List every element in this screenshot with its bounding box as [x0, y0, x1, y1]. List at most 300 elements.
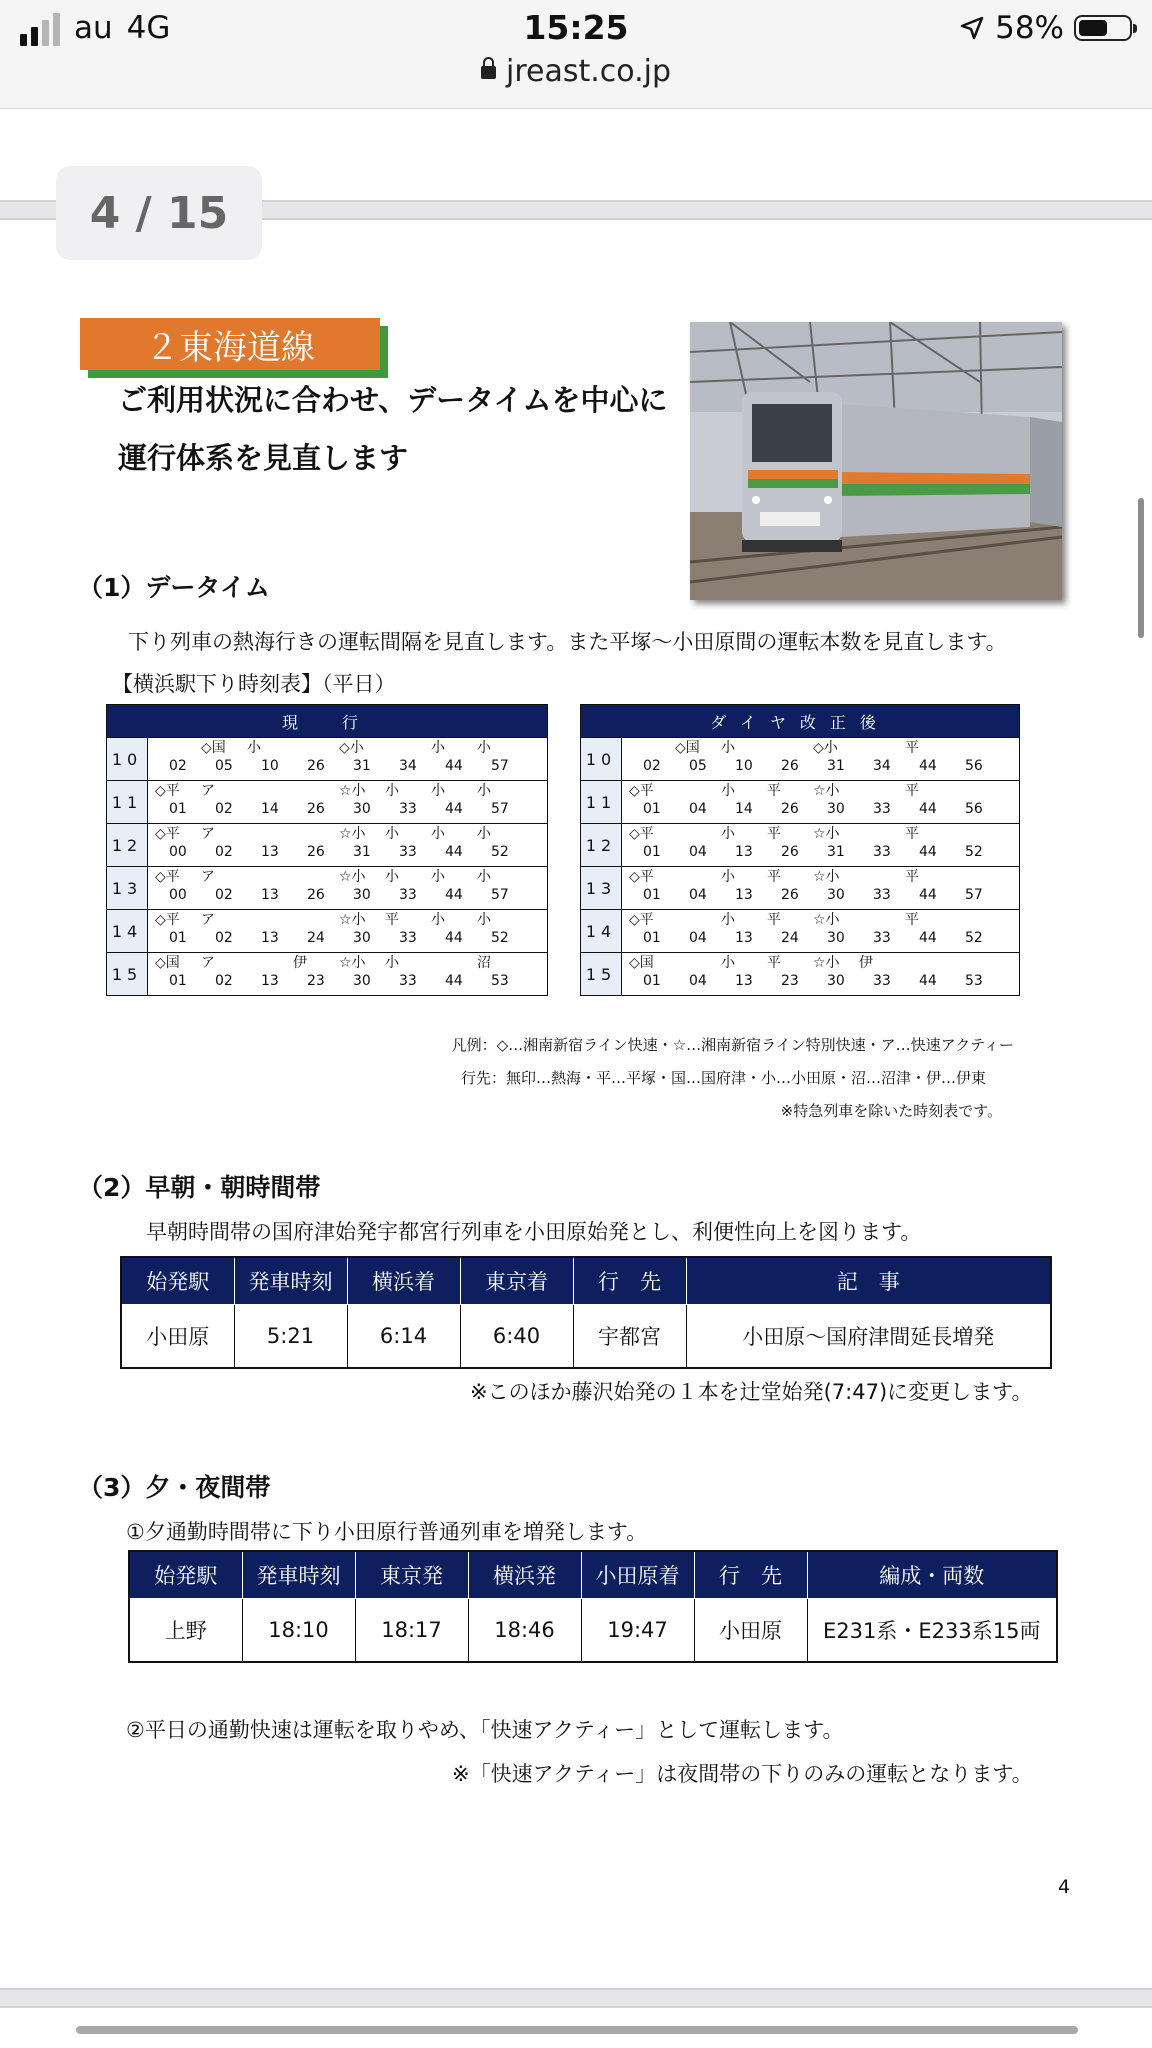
train-mark: 小: [477, 740, 491, 756]
departure-cell: [293, 781, 339, 817]
column-header: 東京着: [460, 1257, 573, 1305]
departure-cell: [675, 910, 721, 946]
column-header: 発車時刻: [234, 1257, 347, 1305]
departure-cell: [293, 953, 339, 989]
departure-minute: 02: [215, 801, 233, 817]
train-mark: ア: [201, 955, 215, 971]
train-mark: [951, 910, 997, 930]
departure-cell: [859, 867, 905, 903]
departure-cell: [767, 824, 813, 860]
departure-minute: 44: [919, 758, 937, 774]
timetable-row: [107, 780, 547, 823]
train-mark: ア: [201, 869, 215, 885]
morning-table-header: [121, 1257, 1051, 1305]
train-mark: 小: [431, 869, 445, 885]
departure-cell: [385, 867, 431, 903]
train-mark: ◇小: [813, 740, 838, 756]
train-mark: 平: [385, 912, 399, 928]
train-mark: [247, 824, 293, 844]
hour-label: 12: [107, 824, 148, 866]
departure-cell: [339, 781, 385, 817]
departure-minute: 26: [781, 758, 799, 774]
departure-cell: [155, 910, 201, 946]
departure-cell: [477, 781, 523, 817]
departure-minute: 05: [215, 758, 233, 774]
departure-cell: [859, 953, 905, 989]
table-row: [121, 1305, 1051, 1369]
departure-minute: 56: [965, 801, 983, 817]
departure-minute: 24: [781, 930, 799, 946]
train-mark: ◇平: [629, 912, 654, 928]
carrier-label: au: [74, 10, 113, 46]
departure-minute: 33: [873, 887, 891, 903]
departure-cell: [247, 824, 293, 860]
train-mark: ◇国: [629, 955, 654, 971]
departure-minute: 31: [353, 758, 371, 774]
departure-cell: [905, 910, 951, 946]
train-mark: [247, 781, 293, 801]
departure-cell: [339, 953, 385, 989]
train-mark: [859, 867, 905, 887]
departure-minute: 24: [307, 930, 325, 946]
departure-cell: [477, 867, 523, 903]
departure-cell: [859, 910, 905, 946]
train-mark: ☆小: [813, 869, 840, 885]
home-indicator[interactable]: [76, 2026, 1078, 2034]
departure-cell: [767, 867, 813, 903]
departure-minute: 26: [781, 801, 799, 817]
train-mark: [767, 738, 813, 758]
departure-cell: [201, 867, 247, 903]
timetable-revised: [580, 704, 1020, 996]
departure-minute: 52: [965, 844, 983, 860]
departure-cell: [675, 867, 721, 903]
departure-minute: 30: [827, 930, 845, 946]
departure-cell: [813, 867, 859, 903]
train-mark: 平: [767, 912, 781, 928]
train-mark: 伊: [293, 955, 307, 971]
scrollbar[interactable]: [1138, 498, 1144, 638]
departure-minute: 01: [643, 801, 661, 817]
network-label: 4G: [126, 10, 171, 46]
departure-cell: [247, 867, 293, 903]
column-header: 行 先: [573, 1257, 686, 1305]
hour-label: 11: [581, 781, 622, 823]
train-mark: 小: [721, 783, 735, 799]
train-mark: 平: [905, 740, 919, 756]
departure-minute: 26: [307, 801, 325, 817]
departure-minute: 30: [827, 973, 845, 989]
departure-cell: [385, 910, 431, 946]
departure-cell: [767, 953, 813, 989]
departure-minute: 44: [919, 801, 937, 817]
train-mark: [675, 781, 721, 801]
train-mark: [951, 867, 997, 887]
departure-minute: 44: [919, 844, 937, 860]
departure-cell: [951, 824, 997, 860]
train-mark: 小: [385, 783, 399, 799]
departure-cell: [339, 824, 385, 860]
morning-note: ※このほか藤沢始発の１本を辻堂始発(7:47)に変更します。: [470, 1380, 1033, 1404]
departure-minute: 26: [781, 844, 799, 860]
train-mark: ☆小: [813, 783, 840, 799]
departure-minute: 13: [735, 930, 753, 946]
departure-cell: [293, 867, 339, 903]
train-mark: ◇小: [339, 740, 364, 756]
departure-minute: 52: [491, 930, 509, 946]
departure-cell: [431, 824, 477, 860]
departure-minute: 10: [261, 758, 279, 774]
status-bar: [0, 0, 1152, 109]
train-mark: 小: [721, 740, 735, 756]
departure-minute: 30: [827, 801, 845, 817]
table-cell: 6:40: [460, 1305, 573, 1369]
hour-label: 15: [581, 953, 622, 995]
departure-minute: 13: [735, 887, 753, 903]
departure-minute: 04: [689, 973, 707, 989]
column-header: 横浜着: [347, 1257, 460, 1305]
departure-minute: 56: [965, 758, 983, 774]
lock-icon: [481, 66, 496, 79]
train-mark: 小: [431, 783, 445, 799]
departure-minute: 04: [689, 887, 707, 903]
departure-cell: [155, 867, 201, 903]
train-mark: 小: [721, 869, 735, 885]
train-mark: 小: [385, 826, 399, 842]
evening-table: [128, 1550, 1058, 1663]
table-cell: 小田原: [121, 1305, 234, 1369]
departure-cell: [813, 738, 859, 774]
departure-minute: 44: [445, 844, 463, 860]
train-mark: ◇平: [629, 783, 654, 799]
departure-cell: [951, 953, 997, 989]
departure-minute: 14: [261, 801, 279, 817]
departure-minute: 34: [399, 758, 417, 774]
timetable-row: [107, 737, 547, 780]
departure-minute: 57: [491, 887, 509, 903]
departure-cell: [477, 824, 523, 860]
battery-icon: [1074, 15, 1132, 41]
departure-cell: [813, 953, 859, 989]
departure-cell: [201, 953, 247, 989]
train-mark: [293, 824, 339, 844]
exclusion-note: ※特急列車を除いた時刻表です。: [780, 1102, 1002, 1120]
train-mark: ◇平: [629, 826, 654, 842]
address-bar[interactable]: [0, 54, 1152, 89]
departure-minute: 13: [735, 844, 753, 860]
page-number: 4: [1058, 1876, 1071, 1898]
train-mark: [431, 953, 477, 973]
train-mark: [951, 738, 997, 758]
departure-minute: 13: [735, 973, 753, 989]
departure-cell: [859, 781, 905, 817]
departure-minute: 02: [643, 758, 661, 774]
train-mark: ☆小: [813, 826, 840, 842]
departure-cell: [813, 824, 859, 860]
timetable-caption: 【横浜駅下り時刻表】（平日）: [112, 672, 396, 696]
departure-minute: 33: [399, 887, 417, 903]
departure-minute: 33: [873, 801, 891, 817]
train-mark: ◇平: [155, 826, 180, 842]
table-cell: 上野: [129, 1599, 242, 1663]
departure-minute: 33: [399, 930, 417, 946]
departure-cell: [385, 824, 431, 860]
page-counter: 4 / 15: [56, 166, 262, 260]
table-row: [129, 1599, 1057, 1663]
departure-cell: [675, 824, 721, 860]
departure-minute: 33: [399, 801, 417, 817]
departure-cell: [155, 781, 201, 817]
departure-minute: 44: [445, 887, 463, 903]
train-mark: 小: [477, 869, 491, 885]
departure-minute: 26: [781, 887, 799, 903]
departure-minute: 44: [445, 758, 463, 774]
train-mark: 小: [477, 783, 491, 799]
departure-minute: 44: [919, 930, 937, 946]
departure-minute: 01: [643, 844, 661, 860]
train-mark: ◇国: [675, 740, 700, 756]
train-mark: ◇平: [629, 869, 654, 885]
train-mark: 平: [905, 783, 919, 799]
departure-minute: 05: [689, 758, 707, 774]
train-mark: ◇平: [155, 869, 180, 885]
departure-minute: 04: [689, 844, 707, 860]
timetable-row: [581, 952, 1019, 995]
morning-description: 早朝時間帯の国府津始発宇都宮行列車を小田原始発とし、利便性向上を図ります。: [146, 1220, 922, 1244]
departure-minute: 26: [307, 887, 325, 903]
train-mark: [247, 953, 293, 973]
column-header: 小田原着: [581, 1551, 694, 1599]
train-mark: ア: [201, 783, 215, 799]
train-photo: [690, 322, 1062, 600]
train-mark: [675, 910, 721, 930]
train-mark: 平: [905, 912, 919, 928]
departure-minute: 04: [689, 930, 707, 946]
departure-cell: [385, 781, 431, 817]
departure-minute: 26: [307, 844, 325, 860]
departure-cell: [247, 781, 293, 817]
timetable-row: [107, 952, 547, 995]
train-mark: 小: [721, 912, 735, 928]
departure-cell: [155, 824, 201, 860]
column-header: 始発駅: [129, 1551, 242, 1599]
train-mark: 小: [431, 740, 445, 756]
departure-minute: 44: [919, 887, 937, 903]
timetable-row: [581, 737, 1019, 780]
departure-minute: 01: [169, 801, 187, 817]
departure-minute: 01: [643, 887, 661, 903]
departure-cell: [813, 781, 859, 817]
departure-cell: [767, 910, 813, 946]
train-mark: [155, 738, 201, 758]
departure-minute: 30: [827, 887, 845, 903]
departure-cell: [293, 824, 339, 860]
evening-table-header: [129, 1551, 1057, 1599]
train-mark: 小: [721, 955, 735, 971]
departure-cell: [951, 738, 997, 774]
departure-cell: [629, 738, 675, 774]
departure-cell: [293, 738, 339, 774]
hour-label: 14: [581, 910, 622, 952]
departure-minute: 53: [965, 973, 983, 989]
departure-minute: 31: [827, 844, 845, 860]
url-text: jreast.co.jp: [505, 54, 671, 89]
timetable-row: [581, 823, 1019, 866]
evening-heading: （3）夕・夜間帯: [78, 1473, 271, 1502]
departure-minute: 01: [643, 930, 661, 946]
departure-cell: [721, 781, 767, 817]
departure-cell: [431, 910, 477, 946]
departure-cell: [905, 824, 951, 860]
train-mark: 小: [477, 912, 491, 928]
train-mark: ☆小: [813, 955, 840, 971]
train-mark: 小: [385, 869, 399, 885]
departure-cell: [339, 910, 385, 946]
departure-cell: [951, 867, 997, 903]
hour-label: 12: [581, 824, 622, 866]
departure-minute: 04: [689, 801, 707, 817]
departure-cell: [859, 824, 905, 860]
departure-minute: 02: [215, 930, 233, 946]
train-mark: 平: [905, 869, 919, 885]
departure-minute: 30: [353, 973, 371, 989]
table-cell: 18:10: [242, 1599, 355, 1663]
departure-minute: 02: [215, 973, 233, 989]
departure-cell: [201, 781, 247, 817]
departure-cell: [201, 738, 247, 774]
departure-cell: [385, 738, 431, 774]
train-mark: ◇国: [155, 955, 180, 971]
train-mark: [859, 738, 905, 758]
train-mark: [951, 781, 997, 801]
column-header: 始発駅: [121, 1257, 234, 1305]
departure-cell: [721, 867, 767, 903]
battery-percent: 58%: [995, 10, 1064, 46]
departure-cell: [629, 867, 675, 903]
timetable-row: [581, 909, 1019, 952]
train-mark: 小: [385, 955, 399, 971]
departure-cell: [767, 781, 813, 817]
hour-label: 10: [107, 738, 148, 780]
departure-cell: [629, 910, 675, 946]
column-header: 行 先: [694, 1551, 807, 1599]
departure-cell: [721, 910, 767, 946]
departure-minute: 44: [445, 930, 463, 946]
departure-cell: [155, 738, 201, 774]
departure-cell: [905, 867, 951, 903]
departure-cell: [951, 781, 997, 817]
daytime-heading: （1）データイム: [78, 573, 270, 602]
hour-label: 11: [107, 781, 148, 823]
train-mark: 平: [767, 869, 781, 885]
departure-cell: [629, 824, 675, 860]
departure-cell: [201, 910, 247, 946]
departure-minute: 44: [445, 973, 463, 989]
departure-minute: 14: [735, 801, 753, 817]
departure-minute: 57: [965, 887, 983, 903]
departure-minute: 10: [735, 758, 753, 774]
departure-minute: 33: [399, 844, 417, 860]
departure-minute: 31: [827, 758, 845, 774]
table-cell: 18:17: [355, 1599, 468, 1663]
departure-cell: [905, 738, 951, 774]
clock: 15:25: [523, 8, 629, 47]
departure-minute: 34: [873, 758, 891, 774]
departure-cell: [629, 953, 675, 989]
departure-minute: 23: [781, 973, 799, 989]
evening-item2-note: ※「快速アクティー」は夜間帯の下りのみの運転となります。: [452, 1762, 1033, 1786]
train-mark: 伊: [859, 955, 873, 971]
departure-minute: 44: [445, 801, 463, 817]
departure-cell: [951, 910, 997, 946]
departure-cell: [675, 738, 721, 774]
legend-note: 凡例：◇…湘南新宿ライン快速・☆…湘南新宿ライン特別快速・ア…快速アクティー: [451, 1036, 1014, 1054]
departure-cell: [247, 953, 293, 989]
table-cell: E231系・E233系15両: [807, 1599, 1057, 1663]
departure-minute: 53: [491, 973, 509, 989]
train-mark: [293, 738, 339, 758]
departure-minute: 01: [169, 930, 187, 946]
departure-minute: 00: [169, 844, 187, 860]
column-header: 編成・両数: [807, 1551, 1057, 1599]
train-mark: [293, 910, 339, 930]
timetable-row: [581, 866, 1019, 909]
timetable-current: [106, 704, 548, 996]
departure-minute: 33: [399, 973, 417, 989]
train-mark: ア: [201, 912, 215, 928]
departure-cell: [431, 867, 477, 903]
departure-cell: [721, 824, 767, 860]
hour-label: 15: [107, 953, 148, 995]
train-mark: ☆小: [339, 955, 366, 971]
train-mark: [293, 867, 339, 887]
departure-cell: [675, 953, 721, 989]
train-mark: 沼: [477, 955, 491, 971]
hour-label: 10: [581, 738, 622, 780]
departure-minute: 01: [643, 973, 661, 989]
train-mark: ア: [201, 826, 215, 842]
timetable-row: [107, 823, 547, 866]
train-mark: [951, 953, 997, 973]
departure-cell: [431, 953, 477, 989]
departure-minute: 02: [215, 887, 233, 903]
departure-minute: 23: [307, 973, 325, 989]
train-mark: ◇平: [155, 783, 180, 799]
morning-table: [120, 1256, 1052, 1369]
train-mark: [675, 824, 721, 844]
departure-minute: 13: [261, 930, 279, 946]
timetable-row: [581, 780, 1019, 823]
departure-minute: 57: [491, 758, 509, 774]
departure-cell: [293, 910, 339, 946]
evening-item2: ②平日の通勤快速は運転を取りやめ、「快速アクティー」として運転します。: [126, 1718, 844, 1742]
train-mark: 平: [767, 783, 781, 799]
departure-cell: [385, 953, 431, 989]
train-mark: 平: [767, 955, 781, 971]
timetable-row: [107, 866, 547, 909]
departure-cell: [477, 953, 523, 989]
train-mark: ◇平: [155, 912, 180, 928]
departure-minute: 52: [491, 844, 509, 860]
table-cell: 5:21: [234, 1305, 347, 1369]
train-mark: [293, 781, 339, 801]
departure-minute: 13: [261, 844, 279, 860]
departure-minute: 31: [353, 844, 371, 860]
train-mark: ☆小: [339, 869, 366, 885]
train-mark: 小: [721, 826, 735, 842]
departure-minute: 01: [169, 973, 187, 989]
departure-minute: 30: [353, 887, 371, 903]
